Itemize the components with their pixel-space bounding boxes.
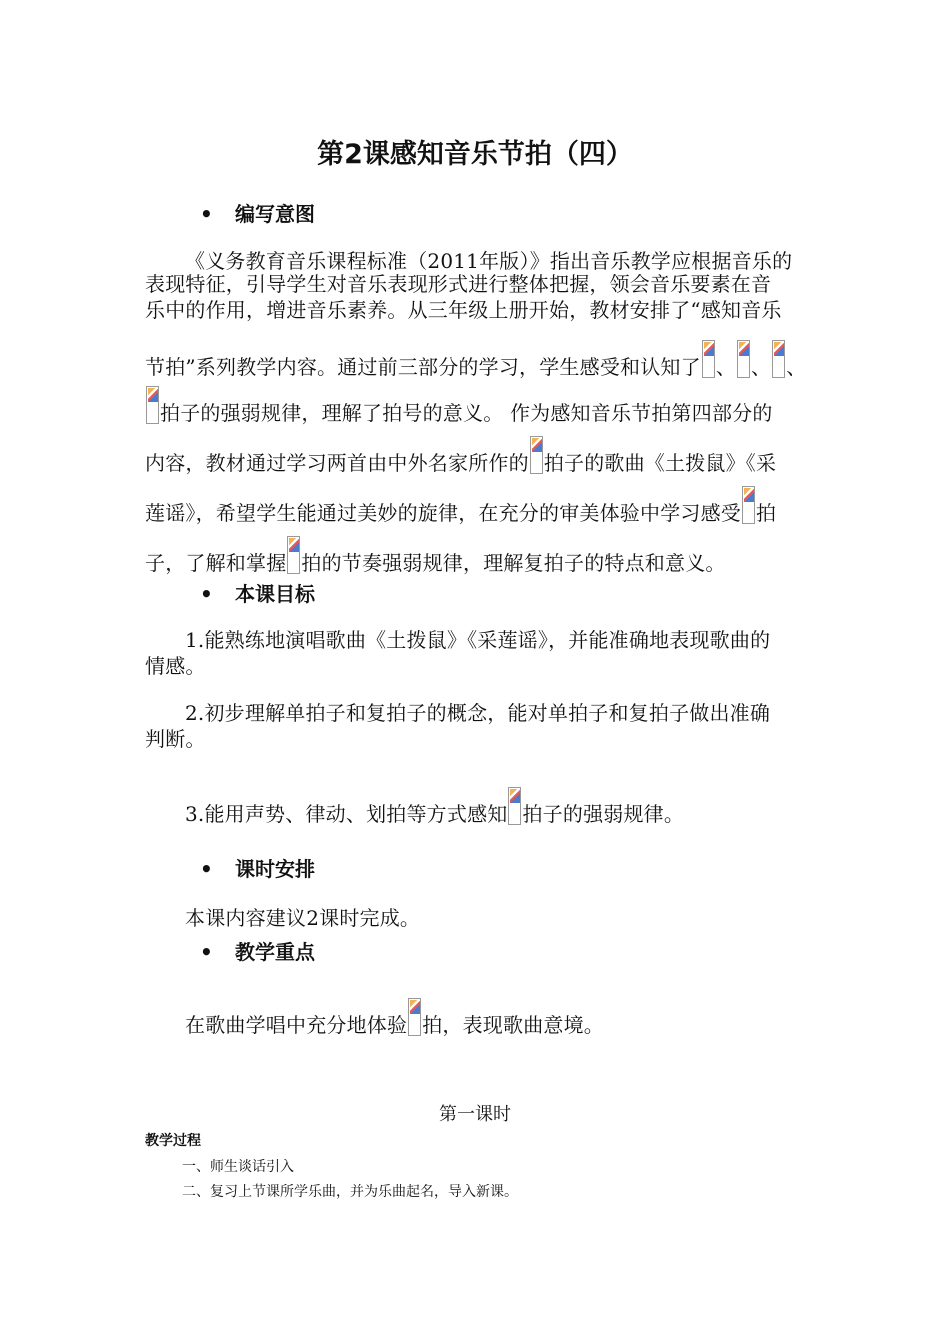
bullet: • bbox=[200, 202, 213, 226]
lesson-1-title: 第一课时 bbox=[439, 1104, 511, 1125]
goal-2-line: 判断。 bbox=[145, 727, 206, 751]
goal-1-line: 1.能熟练地演唱歌曲《土拨鼠》《采莲谣》，并能准确地表现歌曲的 bbox=[185, 628, 771, 652]
paragraph-line: 子，了解和掌握 拍的节奏强弱规律，理解复拍子的特点和意义。 bbox=[145, 536, 810, 576]
goal-2-line: 2.初步理解单拍子和复拍子的概念，能对单拍子和复拍子做出准确 bbox=[185, 701, 771, 725]
teaching-process-heading: 教学过程 bbox=[145, 1133, 201, 1149]
process-step: 二、复习上节课所学乐曲，并为乐曲起名，导入新课。 bbox=[182, 1184, 518, 1200]
section-heading-intent: • 编写意图 bbox=[200, 202, 315, 226]
focus-text: 在歌曲学唱中充分地体验 拍，表现歌曲意境。 bbox=[185, 998, 810, 1038]
time-signature-image bbox=[508, 787, 521, 825]
time-signature-image bbox=[742, 486, 755, 524]
section-heading-goals: • 本课目标 bbox=[200, 582, 315, 606]
document-title: 第2课感知音乐节拍（四） bbox=[317, 139, 633, 170]
goal-1-line: 情感。 bbox=[145, 654, 206, 678]
paragraph-line: 拍子的强弱规律，理解了拍号的意义。 作为感知音乐节拍第四部分的 bbox=[145, 386, 810, 426]
section-heading-focus: • 教学重点 bbox=[200, 940, 315, 964]
paragraph-line: 节拍”系列教学内容。通过前三部分的学习，学生感受和认知了 、 、 、 bbox=[145, 340, 810, 380]
goal-3-line: 3.能用声势、律动、划拍等方式感知 拍子的强弱规律。 bbox=[185, 787, 810, 827]
section-heading-schedule: • 课时安排 bbox=[200, 857, 315, 881]
time-signature-image bbox=[287, 536, 300, 574]
paragraph-line: 《义务教育音乐课程标准（2011年版）》指出音乐教学应根据音乐的 bbox=[185, 249, 793, 273]
time-signature-image bbox=[702, 340, 715, 378]
paragraph-line: 莲谣》，希望学生能通过美妙的旋律，在充分的审美体验中学习感受 拍 bbox=[145, 486, 810, 526]
time-signature-image bbox=[146, 386, 159, 424]
time-signature-image bbox=[737, 340, 750, 378]
paragraph-line: 表现特征，引导学生对音乐表现形式进行整体把握，领会音乐要素在音 bbox=[145, 272, 772, 296]
time-signature-image bbox=[408, 998, 421, 1036]
time-signature-image bbox=[530, 436, 543, 474]
paragraph-line: 乐中的作用，增进音乐素养。从三年级上册开始，教材安排了“感知音乐 bbox=[145, 298, 782, 322]
process-step: 一、师生谈话引入 bbox=[182, 1159, 294, 1175]
schedule-text: 本课内容建议2课时完成。 bbox=[185, 906, 421, 930]
time-signature-image bbox=[772, 340, 785, 378]
paragraph-line: 内容，教材通过学习两首由中外名家所作的 拍子的歌曲《土拨鼠》《采 bbox=[145, 436, 810, 476]
